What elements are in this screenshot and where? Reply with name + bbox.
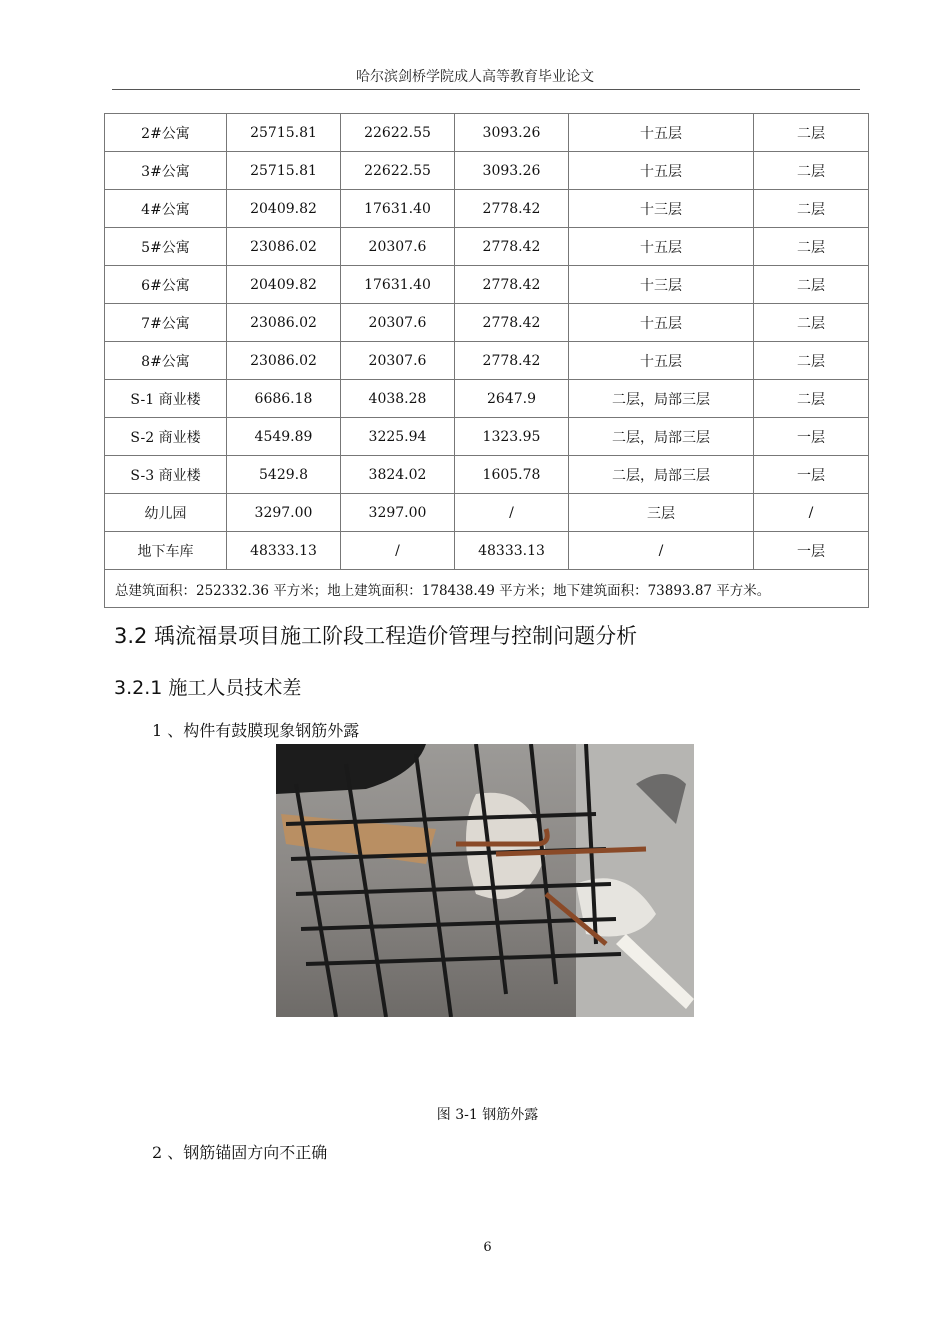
- table-cell: 一层: [754, 532, 869, 570]
- table-cell: 十五层: [569, 304, 754, 342]
- table-cell: 3093.26: [455, 114, 569, 152]
- table-cell: 幼儿园: [105, 494, 227, 532]
- table-cell: 十五层: [569, 152, 754, 190]
- table-row: [105, 114, 869, 152]
- table-cell: 二层: [754, 304, 869, 342]
- rebar-exposure-photo: [276, 744, 694, 1017]
- table-cell: S-2 商业楼: [105, 418, 227, 456]
- table-row: [105, 228, 869, 266]
- table-cell: 3225.94: [341, 418, 455, 456]
- table-cell: 5429.8: [227, 456, 341, 494]
- table-cell: 2778.42: [455, 266, 569, 304]
- table-cell: 23086.02: [227, 304, 341, 342]
- table-cell: 十三层: [569, 190, 754, 228]
- table-cell: 23086.02: [227, 228, 341, 266]
- table-cell: 二层: [754, 114, 869, 152]
- table-row: [105, 342, 869, 380]
- table-cell: 2778.42: [455, 190, 569, 228]
- table-cell: 二层，局部三层: [569, 456, 754, 494]
- table-cell: 十五层: [569, 228, 754, 266]
- table-cell: 3297.00: [227, 494, 341, 532]
- table-cell: 三层: [569, 494, 754, 532]
- table-cell: 7#公寓: [105, 304, 227, 342]
- table-cell: 十五层: [569, 114, 754, 152]
- table-cell: 17631.40: [341, 266, 455, 304]
- table-cell: 十五层: [569, 342, 754, 380]
- list-item-2: 2 、钢筋锚固方向不正确: [152, 1143, 328, 1162]
- table-row: [105, 418, 869, 456]
- table-cell: 20409.82: [227, 266, 341, 304]
- table-cell: 一层: [754, 418, 869, 456]
- table-cell: 8#公寓: [105, 342, 227, 380]
- table-cell: 二层: [754, 266, 869, 304]
- table-cell: /: [569, 532, 754, 570]
- table-row: [105, 304, 869, 342]
- table-cell: 3297.00: [341, 494, 455, 532]
- table-cell: 20307.6: [341, 304, 455, 342]
- table-cell: 25715.81: [227, 152, 341, 190]
- list-item-1: 1 、构件有鼓膜现象钢筋外露: [152, 721, 360, 740]
- page-number: 6: [483, 1240, 492, 1255]
- table-cell: /: [341, 532, 455, 570]
- table-cell: 二层: [754, 228, 869, 266]
- subsection-heading: 3.2.1 施工人员技术差: [114, 677, 302, 699]
- table-cell: 48333.13: [227, 532, 341, 570]
- table-cell: 5#公寓: [105, 228, 227, 266]
- table-cell: S-1 商业楼: [105, 380, 227, 418]
- table-cell: 地下车库: [105, 532, 227, 570]
- table-cell: 4549.89: [227, 418, 341, 456]
- table-cell: 3093.26: [455, 152, 569, 190]
- table-cell: 二层，局部三层: [569, 418, 754, 456]
- table-cell: 二层: [754, 380, 869, 418]
- table-cell: 十三层: [569, 266, 754, 304]
- table-cell: 48333.13: [455, 532, 569, 570]
- table-cell: 22622.55: [341, 152, 455, 190]
- table-cell: 20409.82: [227, 190, 341, 228]
- table-row: [105, 152, 869, 190]
- table-cell: 1605.78: [455, 456, 569, 494]
- table-cell: 2778.42: [455, 228, 569, 266]
- table-cell: 4038.28: [341, 380, 455, 418]
- building-area-table: [104, 113, 869, 608]
- figure-caption: 图 3-1 钢筋外露: [436, 1107, 539, 1123]
- table-total-row: [105, 570, 869, 608]
- table-cell: 2778.42: [455, 342, 569, 380]
- table-cell: 6#公寓: [105, 266, 227, 304]
- header-rule: [112, 89, 860, 90]
- table-row: [105, 380, 869, 418]
- table-row: [105, 456, 869, 494]
- table-cell: 22622.55: [341, 114, 455, 152]
- table-cell: 2778.42: [455, 304, 569, 342]
- table-cell: /: [754, 494, 869, 532]
- section-heading: 3.2 瑀流福景项目施工阶段工程造价管理与控制问题分析: [114, 624, 638, 648]
- table-cell: 20307.6: [341, 342, 455, 380]
- table-row: [105, 190, 869, 228]
- table-cell: S-3 商业楼: [105, 456, 227, 494]
- page-header-title: 哈尔滨剑桥学院成人高等教育毕业论文: [356, 69, 594, 85]
- table-cell: 3824.02: [341, 456, 455, 494]
- table-cell: 17631.40: [341, 190, 455, 228]
- table-cell: 二层: [754, 152, 869, 190]
- table-row: [105, 266, 869, 304]
- table-cell: 二层: [754, 342, 869, 380]
- table-total-cell: 总建筑面积：252332.36 平方米；地上建筑面积：178438.49 平方米；地下建筑面积：73893.87 平方米。: [105, 570, 869, 608]
- table-cell: 2647.9: [455, 380, 569, 418]
- table-cell: /: [455, 494, 569, 532]
- table-cell: 25715.81: [227, 114, 341, 152]
- table-cell: 2#公寓: [105, 114, 227, 152]
- table-cell: 3#公寓: [105, 152, 227, 190]
- table-cell: 一层: [754, 456, 869, 494]
- table-cell: 1323.95: [455, 418, 569, 456]
- table-cell: 4#公寓: [105, 190, 227, 228]
- table-cell: 二层: [754, 190, 869, 228]
- table-cell: 6686.18: [227, 380, 341, 418]
- table-cell: 二层，局部三层: [569, 380, 754, 418]
- table-cell: 23086.02: [227, 342, 341, 380]
- table-row: [105, 494, 869, 532]
- table-cell: 20307.6: [341, 228, 455, 266]
- table-row: [105, 532, 869, 570]
